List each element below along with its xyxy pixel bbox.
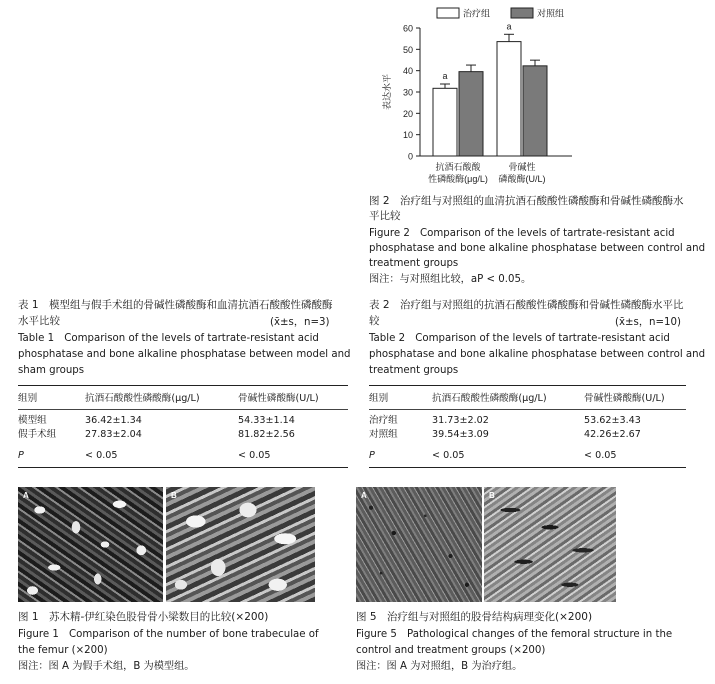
table1-stats-note: (x̄±s，n=3) <box>270 317 330 328</box>
legend-label-control: 对照组 <box>537 8 565 19</box>
y-tick-label: 30 <box>402 87 413 98</box>
table2-title-en-line1: Table 2 Comparison of the levels of tartrate-resistant acid <box>369 333 670 344</box>
table1-row2-trap: 27.83±2.04 <box>85 429 142 440</box>
bar-treatment-0 <box>433 88 457 156</box>
table1-title-cn-line1: 表 1 模型组与假手术组的骨碱性磷酸酶和血清抗酒石酸酸性磷酸酶 <box>18 299 333 311</box>
figure1-note: 图注：图 A 为假手术组，B 为模型组。 <box>18 661 195 672</box>
table1-row3-group: P <box>18 450 24 461</box>
figure1-caption-en-line2: the femur (×200) <box>18 645 108 656</box>
legend-swatch-treatment <box>437 8 459 18</box>
table1-row3-trap: < 0.05 <box>85 450 118 461</box>
table1-header-balp: 骨碱性磷酸酶(U/L) <box>238 393 319 404</box>
table2-bottom-rule <box>369 467 686 468</box>
y-tick-label: 10 <box>402 130 413 141</box>
table1-title-cn-line2: 水平比较 <box>18 315 60 327</box>
figure5-panel-b-label: B <box>489 491 495 500</box>
x-category-label: 性磷酸酶(μg/L) <box>428 174 488 184</box>
y-tick-label: 60 <box>402 23 413 34</box>
table1-title-en-line1: Table 1 Comparison of the levels of tartrate-resistant acid <box>18 333 319 344</box>
figure2-bar-chart <box>372 0 702 192</box>
legend-swatch-control <box>511 8 533 18</box>
table2-row3-balp: < 0.05 <box>584 450 617 461</box>
table1-bottom-rule <box>18 467 348 468</box>
figure2-caption-en-line2: phosphatase and bone alkaline phosphatase between control and <box>369 243 706 254</box>
table2-header-trap: 抗酒石酸酸性磷酸酶(μg/L) <box>432 393 547 404</box>
figure5-note: 图注：图 A 为对照组，B 为治疗组。 <box>356 661 523 672</box>
table2-row3-group: P <box>369 450 375 461</box>
table2-title-en-line2: phosphatase and bone alkaline phosphatase between control and <box>369 349 706 360</box>
bar-treatment-1 <box>497 42 521 156</box>
table2-row2-trap: 39.54±3.09 <box>432 429 489 440</box>
figure2-note: 图注：与对照组比较，aP < 0.05。 <box>369 274 532 285</box>
table1-top-rule <box>18 385 348 386</box>
table2-header-group: 组别 <box>369 393 389 404</box>
table1-header-group: 组别 <box>18 393 38 404</box>
figure1-panel-b-image <box>166 487 315 602</box>
figure1-panel-a-label: A <box>23 491 29 500</box>
significance-mark: a <box>442 71 448 81</box>
figure2-caption-en-line3: treatment groups <box>369 258 459 269</box>
table2-stats-note: (x̄±s，n=10) <box>615 317 681 328</box>
table1-row2-balp: 81.82±2.56 <box>238 429 295 440</box>
table2-row3-trap: < 0.05 <box>432 450 465 461</box>
table1-title-en-line2: phosphatase and bone alkaline phosphatase between model and <box>18 349 351 360</box>
table1-row2-group: 假手术组 <box>18 429 57 440</box>
table2-row2-group: 对照组 <box>369 429 398 440</box>
table1-mid-rule <box>18 409 348 410</box>
legend-label-treatment: 治疗组 <box>463 8 491 19</box>
table2-header-balp: 骨碱性磷酸酶(U/L) <box>584 393 665 404</box>
y-tick-label: 50 <box>402 44 413 55</box>
x-category-label: 骨碱性 <box>508 162 536 172</box>
significance-mark: a <box>506 21 512 32</box>
table2-row1-balp: 53.62±3.43 <box>584 415 641 426</box>
table2-title-en-line3: treatment groups <box>369 365 459 376</box>
table1-header-trap: 抗酒石酸酸性磷酸酶(μg/L) <box>85 393 200 404</box>
y-tick-label: 20 <box>402 108 413 119</box>
bar-control-0 <box>459 72 483 156</box>
table2-title-cn-line2: 较 <box>369 315 380 327</box>
figure5-caption-en-line2: control and treatment groups (×200) <box>356 645 546 656</box>
figure5-caption-en-line1: Figure 5 Pathological changes of the femoral structure in the <box>356 629 673 640</box>
figure1-caption-cn: 图 1 苏木精-伊红染色股骨骨小梁数目的比较(×200) <box>18 611 269 623</box>
table2-row2-balp: 42.26±2.67 <box>584 429 641 440</box>
table2-row1-group: 治疗组 <box>369 415 398 426</box>
table1-row3-balp: < 0.05 <box>238 450 271 461</box>
y-tick-label: 40 <box>402 66 413 77</box>
table2-row1-trap: 31.73±2.02 <box>432 415 489 426</box>
table1-row1-group: 模型组 <box>18 415 47 426</box>
x-category-label: 抗酒石酸酸 <box>435 162 481 172</box>
figure2-caption-en-line1: Figure 2 Comparison of the levels of tartrate-resistant acid <box>369 228 675 239</box>
y-tick-label: 0 <box>407 151 413 162</box>
figure5-panel-a-label: A <box>361 491 367 500</box>
figure5-panel-b-image <box>484 487 616 602</box>
table2-top-rule <box>369 385 686 386</box>
figure2-caption-cn-line1: 图 2 治疗组与对照组的血清抗酒石酸酸性磷酸酶和骨碱性磷酸酶水 <box>369 195 684 207</box>
table2-title-cn-line1: 表 2 治疗组与对照组的抗酒石酸酸性磷酸酶和骨碱性磷酸酶水平比 <box>369 299 684 311</box>
table1-title-en-line3: sham groups <box>18 365 85 376</box>
y-axis-label: 表达水平 <box>382 73 392 111</box>
x-category-label: 磷酸酶(U/L) <box>498 174 546 184</box>
figure2-caption-cn-line2: 平比较 <box>369 210 401 222</box>
figure1-panel-a-image <box>18 487 163 602</box>
figure5-caption-cn: 图 5 治疗组与对照组的股骨结构病理变化(×200) <box>356 611 593 623</box>
figure5-panel-a-image <box>356 487 482 602</box>
figure1-panel-b-label: B <box>171 491 177 500</box>
table1-row1-balp: 54.33±1.14 <box>238 415 295 426</box>
bar-control-1 <box>523 66 547 156</box>
table2-mid-rule <box>369 409 686 410</box>
figure1-caption-en-line1: Figure 1 Comparison of the number of bone trabeculae of <box>18 629 319 640</box>
table1-row1-trap: 36.42±1.34 <box>85 415 142 426</box>
